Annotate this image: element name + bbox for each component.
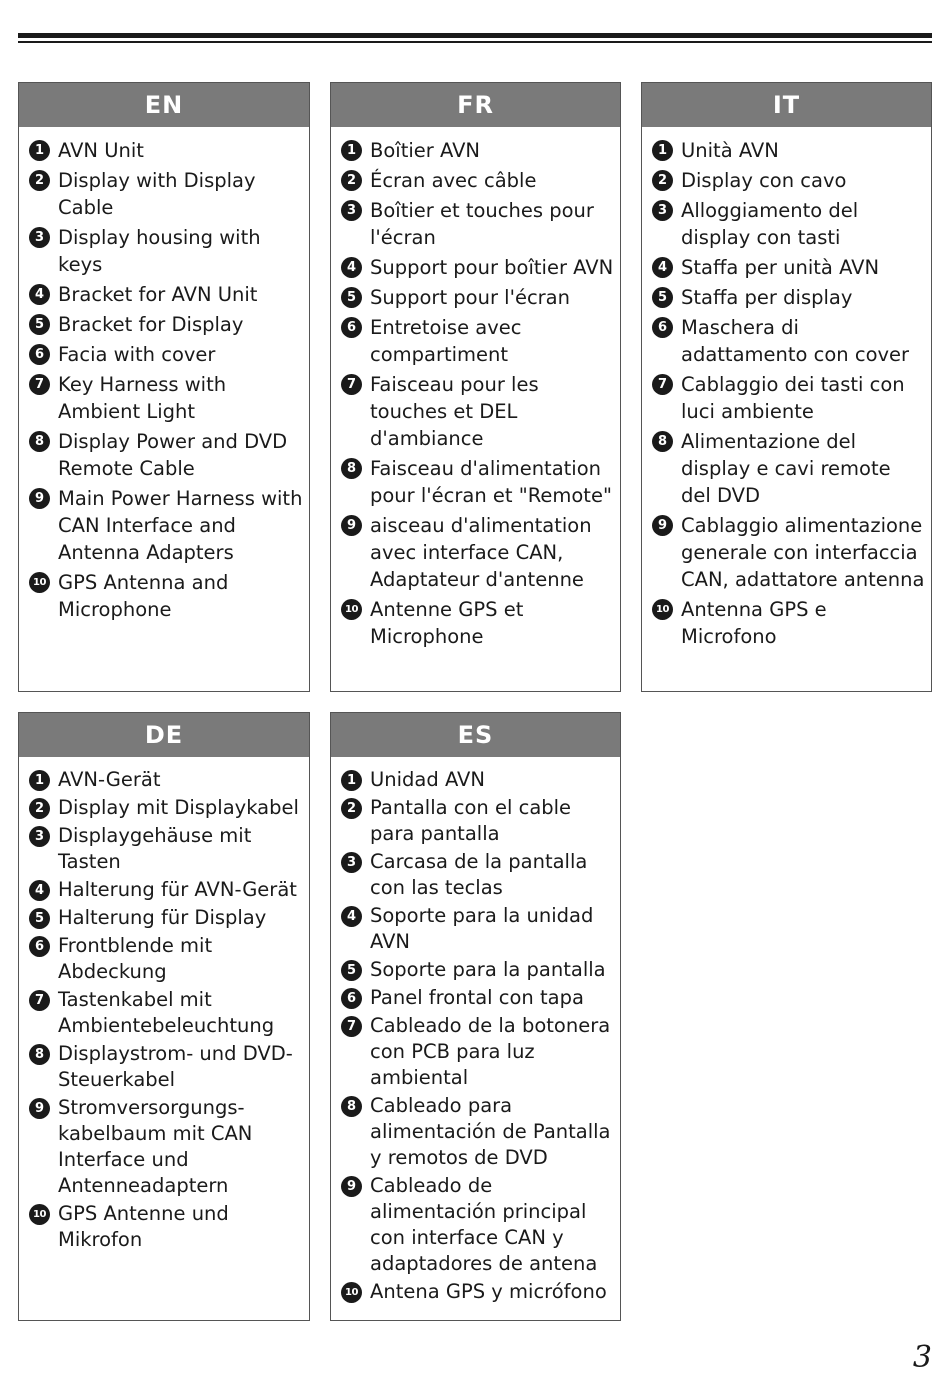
list-item (29, 311, 303, 338)
item-text: Facia with cover (58, 343, 216, 366)
item-text: Staffa per display (681, 286, 853, 309)
number-badge-icon: 1 (341, 140, 362, 161)
item-text: AVN-Gerät (58, 768, 161, 791)
item-text: AVN Unit (58, 139, 144, 162)
number-badge-icon: 10 (341, 1282, 362, 1303)
item-text: Cablaggio dei tasti con luci ambiente (681, 373, 905, 423)
list-item (341, 167, 614, 194)
number-badge-icon: 4 (29, 880, 50, 901)
number-badge-icon: 6 (652, 317, 673, 338)
list-item (341, 767, 614, 793)
list-item (29, 371, 303, 425)
list-item (652, 428, 925, 509)
item-text: Tastenkabel mit Ambientebeleuchtung (58, 988, 275, 1037)
list-item (341, 1013, 614, 1091)
list-item (341, 455, 614, 509)
parts-list (19, 127, 309, 623)
list-item (652, 137, 925, 164)
item-text: Bracket for AVN Unit (58, 283, 258, 306)
number-badge-icon: 2 (29, 798, 50, 819)
section-de (18, 712, 310, 1321)
parts-list (331, 757, 620, 1305)
list-item (341, 512, 614, 593)
list-item (341, 795, 614, 847)
number-badge-icon: 10 (341, 599, 362, 620)
list-item (341, 903, 614, 955)
number-badge-icon: 8 (341, 1096, 362, 1117)
number-badge-icon: 7 (341, 1016, 362, 1037)
list-item (29, 767, 303, 793)
section-header: DE (19, 713, 309, 757)
item-text: Faisceau pour les touches et DEL d'ambiance (370, 373, 539, 450)
number-badge-icon: 5 (341, 287, 362, 308)
item-text: Halterung für Display (58, 906, 267, 929)
item-text: Alloggiamento del display con tasti (681, 199, 859, 249)
item-text: Antenna GPS e Microfono (681, 598, 827, 648)
item-text: Display mit Displaykabel (58, 796, 299, 819)
page-number: 3 (912, 1340, 932, 1375)
number-badge-icon: 2 (341, 170, 362, 191)
list-item (29, 569, 303, 623)
number-badge-icon: 9 (29, 1098, 50, 1119)
item-text: Entretoise avec compartiment (370, 316, 522, 366)
number-badge-icon: 4 (29, 284, 50, 305)
number-badge-icon: 3 (29, 227, 50, 248)
item-text: Cableado de la botonera con PCB para luz ambiental (370, 1014, 611, 1089)
item-text: Cableado de alimentación principal con interface CAN y adaptadores de antena (370, 1174, 598, 1275)
list-item (29, 823, 303, 875)
number-badge-icon: 1 (29, 140, 50, 161)
number-badge-icon: 5 (29, 314, 50, 335)
item-text: Écran avec câble (370, 169, 537, 192)
item-text: GPS Antenna and Microphone (58, 571, 229, 621)
section-header: FR (331, 83, 620, 127)
item-text: Alimentazione del display e cavi remote del DVD (681, 430, 891, 507)
number-badge-icon: 5 (29, 908, 50, 929)
list-item (652, 314, 925, 368)
number-badge-icon: 6 (341, 988, 362, 1009)
number-badge-icon: 7 (29, 990, 50, 1011)
number-badge-icon: 4 (341, 257, 362, 278)
section-header: ES (331, 713, 620, 757)
list-item (652, 596, 925, 650)
number-badge-icon: 2 (341, 798, 362, 819)
number-badge-icon: 4 (341, 906, 362, 927)
list-item (652, 254, 925, 281)
section-fr (330, 82, 621, 692)
parts-list (642, 127, 931, 650)
number-badge-icon: 1 (341, 770, 362, 791)
list-item (341, 197, 614, 251)
list-item (341, 985, 614, 1011)
item-text: Boîtier et touches pour l'écran (370, 199, 594, 249)
number-badge-icon: 7 (652, 374, 673, 395)
number-badge-icon: 2 (652, 170, 673, 191)
number-badge-icon: 8 (29, 1044, 50, 1065)
number-badge-icon: 9 (652, 515, 673, 536)
list-item (652, 197, 925, 251)
item-text: Boîtier AVN (370, 139, 481, 162)
number-badge-icon: 9 (341, 515, 362, 536)
item-text: Halterung für AVN-Gerät (58, 878, 297, 901)
item-text: Display housing with keys (58, 226, 261, 276)
number-badge-icon: 8 (341, 458, 362, 479)
number-badge-icon: 7 (341, 374, 362, 395)
item-text: Faisceau d'alimentation pour l'écran et "Remote" (370, 457, 612, 507)
list-item (29, 1095, 303, 1199)
item-text: GPS Antenne und Mikrofon (58, 1202, 229, 1251)
item-text: Bracket for Display (58, 313, 244, 336)
list-item (341, 849, 614, 901)
section-es (330, 712, 621, 1321)
section-header: IT (642, 83, 931, 127)
item-text: Panel frontal con tapa (370, 986, 584, 1009)
item-text: Antenne GPS et Microphone (370, 598, 524, 648)
list-item (341, 314, 614, 368)
number-badge-icon: 2 (29, 170, 50, 191)
list-item (29, 1201, 303, 1253)
number-badge-icon: 6 (341, 317, 362, 338)
list-item (341, 284, 614, 311)
item-text: Display Power and DVD Remote Cable (58, 430, 288, 480)
number-badge-icon: 5 (341, 960, 362, 981)
number-badge-icon: 9 (341, 1176, 362, 1197)
section-header: EN (19, 83, 309, 127)
number-badge-icon: 7 (29, 374, 50, 395)
item-text: Cablaggio alimentazione generale con interfaccia CAN, adattatore antenna (681, 514, 925, 591)
list-item (29, 224, 303, 278)
item-text: Maschera di adattamento con cover (681, 316, 910, 366)
list-item (652, 371, 925, 425)
list-item (29, 877, 303, 903)
number-badge-icon: 3 (341, 852, 362, 873)
list-item (652, 512, 925, 593)
item-text: Unità AVN (681, 139, 779, 162)
item-text: Staffa per unità AVN (681, 256, 880, 279)
item-text: Cableado para alimentación de Pantalla y remotos de DVD (370, 1094, 611, 1169)
list-item (29, 795, 303, 821)
section-en (18, 82, 310, 692)
list-item (29, 137, 303, 164)
item-text: Antena GPS y micrófono (370, 1280, 607, 1303)
number-badge-icon: 3 (29, 826, 50, 847)
item-text: Stromversorgungs-kabelbaum mit CAN Interface und Antenneadaptern (58, 1096, 253, 1197)
parts-list (331, 127, 620, 650)
item-text: Soporte para la unidad AVN (370, 904, 594, 953)
number-badge-icon: 3 (341, 200, 362, 221)
item-text: Display con cavo (681, 169, 847, 192)
list-item (341, 1279, 614, 1305)
item-text: Carcasa de la pantalla con las teclas (370, 850, 588, 899)
item-text: Main Power Harness with CAN Interface and Antenna Adapters (58, 487, 303, 564)
list-item (341, 137, 614, 164)
number-badge-icon: 6 (29, 344, 50, 365)
item-text: Soporte para la pantalla (370, 958, 606, 981)
number-badge-icon: 8 (29, 431, 50, 452)
number-badge-icon: 10 (29, 1204, 50, 1225)
number-badge-icon: 1 (29, 770, 50, 791)
list-item (341, 371, 614, 452)
list-item (29, 933, 303, 985)
list-item (29, 987, 303, 1039)
item-text: aisceau d'alimentation avec interface CAN, Adaptateur d'antenne (370, 514, 592, 591)
list-item (341, 254, 614, 281)
item-text: Support pour boîtier AVN (370, 256, 614, 279)
list-item (341, 957, 614, 983)
list-item (652, 167, 925, 194)
list-item (29, 167, 303, 221)
number-badge-icon: 8 (652, 431, 673, 452)
item-text: Display with Display Cable (58, 169, 256, 219)
number-badge-icon: 6 (29, 936, 50, 957)
parts-list (19, 757, 309, 1253)
list-item (341, 1173, 614, 1277)
section-it (641, 82, 932, 692)
item-text: Support pour l'écran (370, 286, 570, 309)
number-badge-icon: 4 (652, 257, 673, 278)
list-item (29, 281, 303, 308)
number-badge-icon: 3 (652, 200, 673, 221)
list-item (652, 284, 925, 311)
item-text: Displaygehäuse mit Tasten (58, 824, 252, 873)
list-item (29, 485, 303, 566)
number-badge-icon: 1 (652, 140, 673, 161)
top-rule-thin (18, 41, 932, 43)
list-item (29, 905, 303, 931)
list-item (29, 341, 303, 368)
top-rule-thick (18, 33, 932, 38)
item-text: Unidad AVN (370, 768, 485, 791)
list-item (341, 1093, 614, 1171)
item-text: Displaystrom- und DVD-Steuerkabel (58, 1042, 293, 1091)
item-text: Key Harness with Ambient Light (58, 373, 227, 423)
number-badge-icon: 9 (29, 488, 50, 509)
number-badge-icon: 5 (652, 287, 673, 308)
list-item (29, 428, 303, 482)
item-text: Pantalla con el cable para pantalla (370, 796, 572, 845)
item-text: Frontblende mit Abdeckung (58, 934, 213, 983)
number-badge-icon: 10 (29, 572, 50, 593)
list-item (341, 596, 614, 650)
number-badge-icon: 10 (652, 599, 673, 620)
list-item (29, 1041, 303, 1093)
